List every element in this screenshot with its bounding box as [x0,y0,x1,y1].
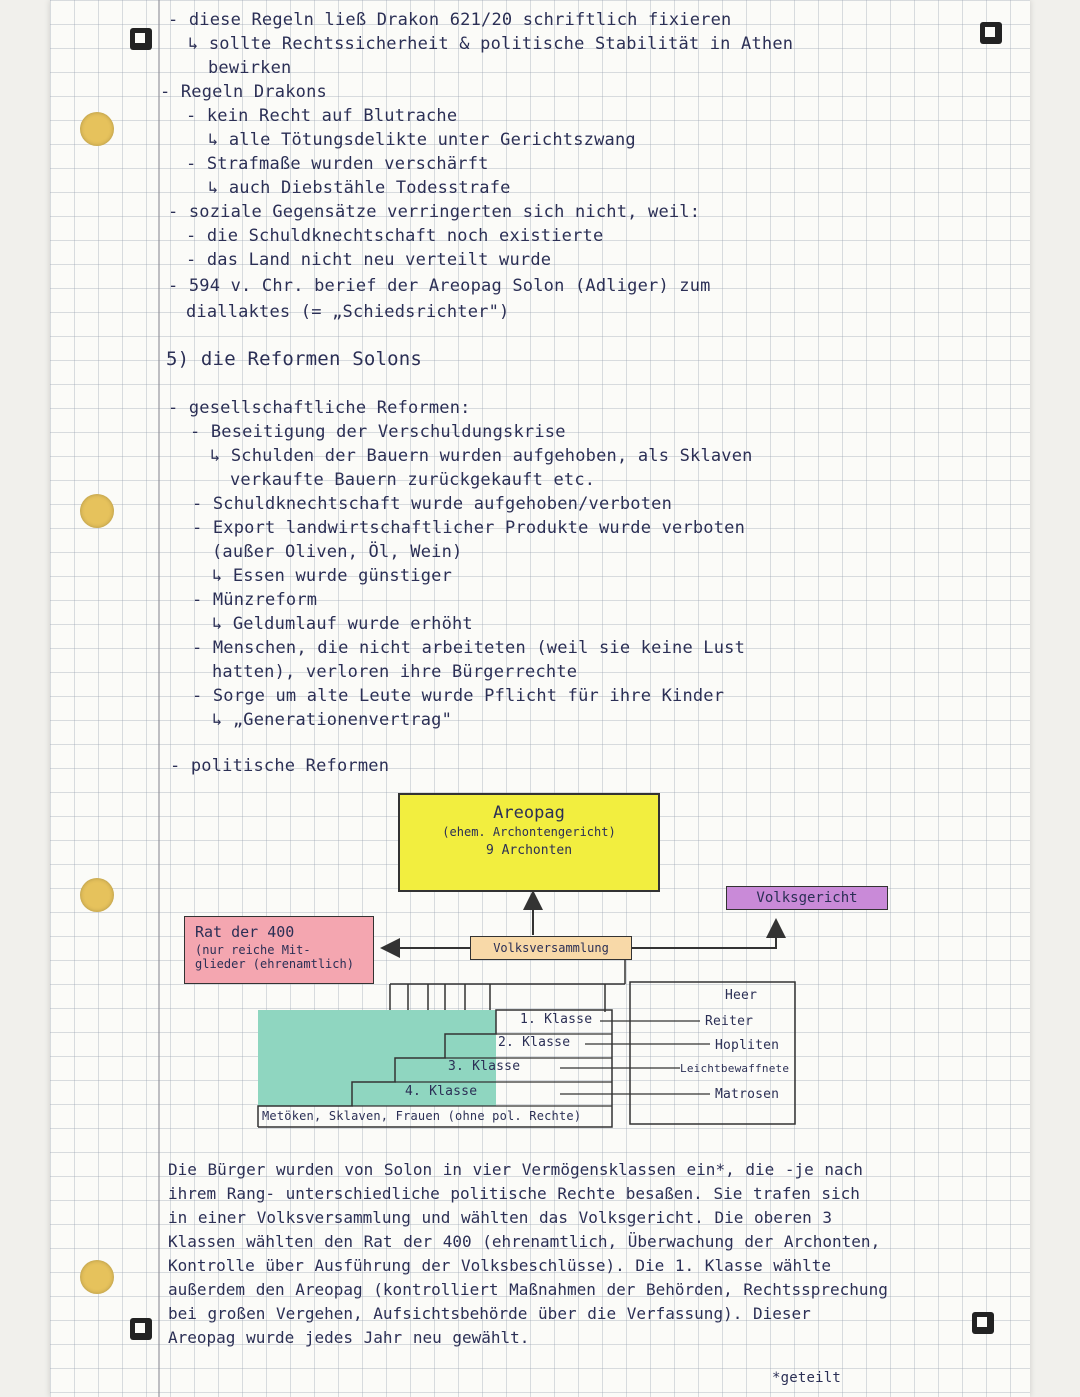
areopag-title: Areopag [493,803,565,823]
note-line: - Schuldknechtschaft wurde aufgehoben/verboten [192,494,673,514]
summary-paragraph: Die Bürger wurden von Solon in vier Vermögensklassen ein*, die -je nach ihrem Rang- unterschiedliche politische Rechte besaßen. Sie trafen sich in einer Volksversammlung und wählten das Volksgericht. Die oberen 3 Klassen wählten den Rat der 400 (ehrenamtlich, Überwachung der Archonten, Kontrolle über Ausführung der Volksbeschlüsse). Die 1. Klasse wählte außerdem den Areopag (kontrolliert Maßnahmen der Behörden, Rechtssprechung bei großen Vergehen, Aufsichtsbehörde über die Verfassung). Dieser Areopag wurde jedes Jahr neu gewählt. [168,1160,888,1347]
heer-item: Matrosen [715,1087,780,1102]
note-line: diallaktes (= „Schiedsrichter") [186,302,510,322]
volksversammlung-box: Volksversammlung [470,936,632,960]
note-line: - Menschen, die nicht arbeiteten (weil sie keine Lust [192,638,746,658]
rat-box [184,916,374,984]
note-line: ↳ sollte Rechtssicherheit & politische Stabilität in Athen [188,34,794,54]
note-line: - gesellschaftliche Reformen: [168,398,471,418]
note-line: verkaufte Bauern zurückgekauft etc. [230,470,596,490]
note-line: ↳ Geldumlauf wurde erhöht [212,614,473,634]
heer-item: Reiter [705,1014,754,1029]
note-line: ↳ auch Diebstähle Todesstrafe [208,178,511,198]
note-line: - Beseitigung der Verschuldungskrise [190,422,566,442]
rat-sub: (nur reiche Mit- [195,943,311,957]
areopag-sub: (ehem. Archontengericht) [442,825,616,839]
heer-item: Leichtbewaffnete [680,1062,790,1075]
note-line: - das Land nicht neu verteilt wurde [186,250,552,270]
rat-sub: glieder (ehrenamtlich) [195,957,354,971]
note-line: - Regeln Drakons [160,82,327,102]
note-line: - 594 v. Chr. berief der Areopag Solon (Adliger) zum [168,276,711,296]
note-line: hatten), verloren ihre Bürgerrechte [212,662,578,682]
klasse-label: 4. Klasse [405,1084,478,1099]
volksgericht-box: Volksgericht [726,886,888,910]
note-line: - politische Reformen [170,756,390,776]
rat-title: Rat der 400 [195,923,295,941]
heer-title: Heer [725,988,758,1003]
klasse-label: 3. Klasse [448,1059,521,1074]
note-line: - die Schuldknechtschaft noch existierte [186,226,604,246]
klasse-label: 1. Klasse [520,1012,593,1027]
note-line: ↳ Schulden der Bauern wurden aufgehoben, als Sklaven [210,446,753,466]
heer-box [630,982,795,1124]
note-line: - Münzreform [192,590,318,610]
areopag-sub: 9 Archonten [485,843,573,858]
footnote: *geteilt [772,1370,842,1386]
heer-item: Hopliten [715,1038,780,1053]
note-line: bewirken [208,58,292,78]
arrow-to-volksgericht [630,922,776,948]
areopag-box [398,793,660,892]
klasse-label: 2. Klasse [498,1035,571,1050]
note-line: ↳ „Generationenvertrag" [212,710,453,730]
base-label: Metöken, Sklaven, Frauen (ohne pol. Rechte) [262,1109,582,1123]
note-line: - diese Regeln ließ Drakon 621/20 schriftlich fixieren [168,10,732,30]
note-line: - kein Recht auf Blutrache [186,106,458,126]
note-line: - Strafmaße wurden verschärft [186,154,489,174]
note-line: (außer Oliven, Öl, Wein) [212,542,463,562]
note-line: ↳ Essen wurde günstiger [212,566,453,586]
section-heading: 5) die Reformen Solons [166,348,423,370]
note-line: ↳ alle Tötungsdelikte unter Gerichtszwang [208,130,636,150]
note-line: - soziale Gegensätze verringerten sich nicht, weil: [168,202,701,222]
note-line: - Export landwirtschaftlicher Produkte wurde verboten [192,518,746,538]
note-line: - Sorge um alte Leute wurde Pflicht für ihre Kinder [192,686,725,706]
